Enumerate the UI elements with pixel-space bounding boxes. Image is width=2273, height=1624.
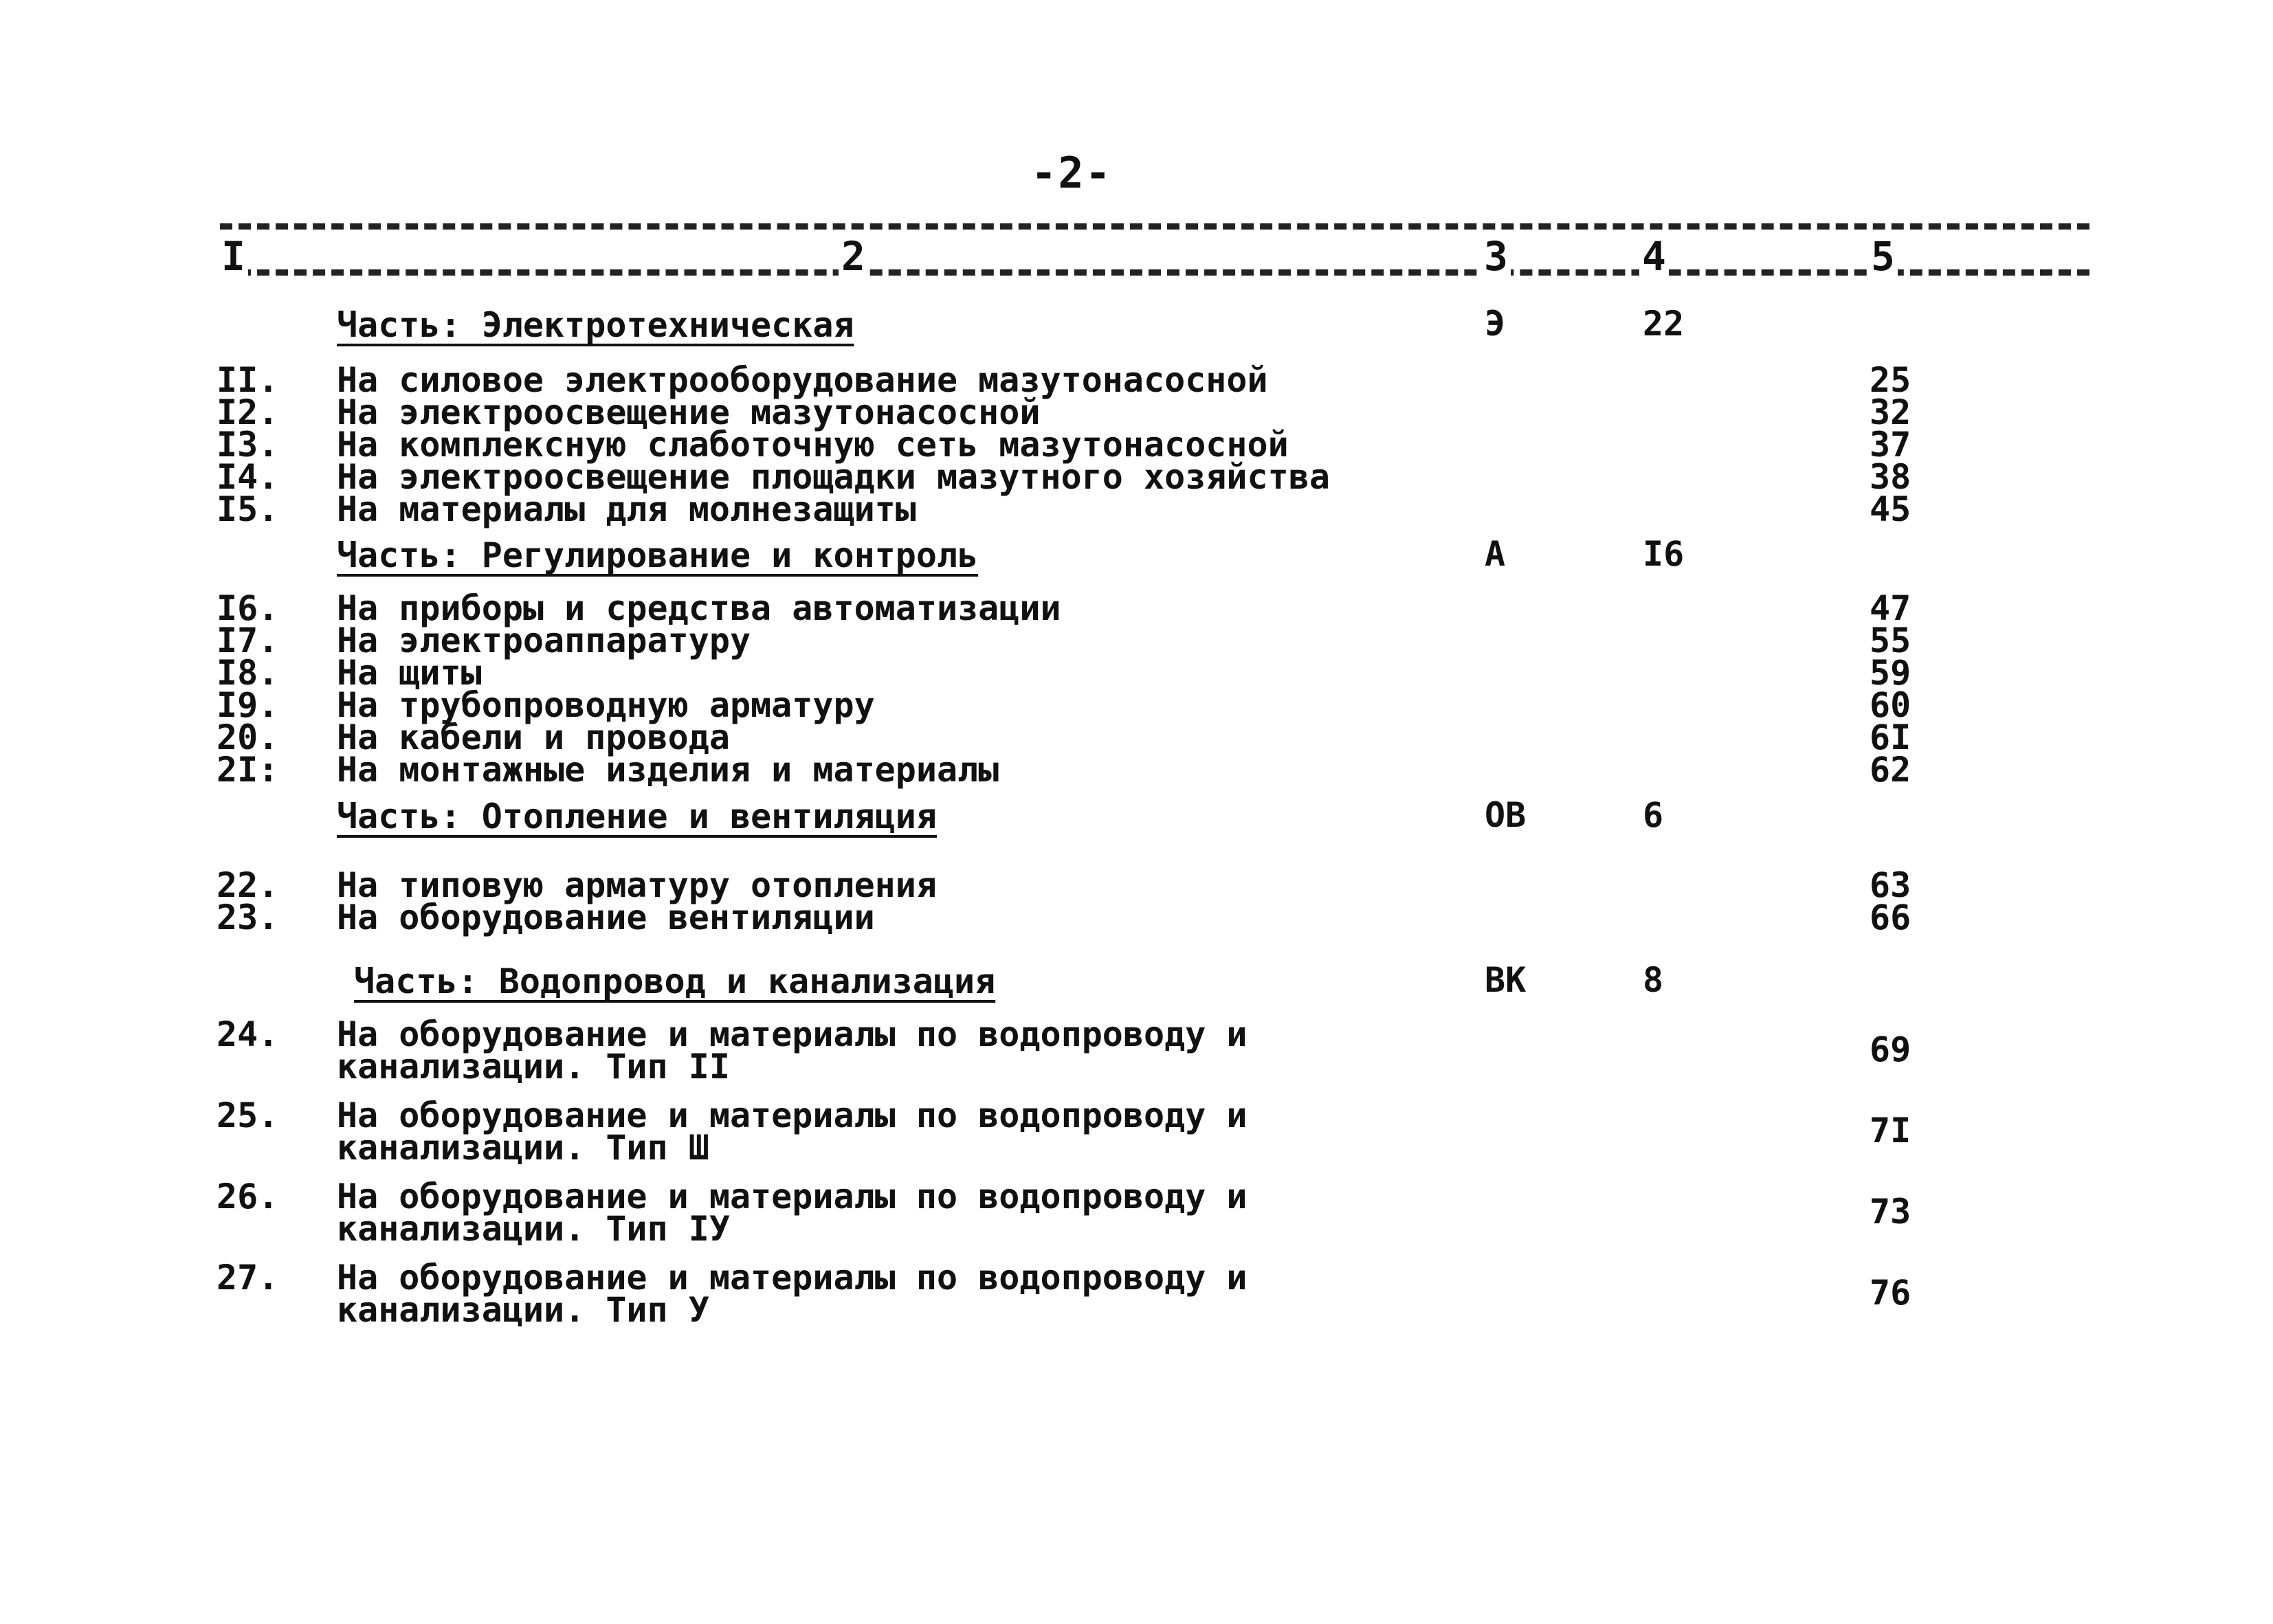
item-text: На электроаппаратуру — [337, 621, 751, 660]
section-title: Часть: Отопление и вентиляция — [337, 797, 937, 836]
item-page: 37 — [1870, 425, 1911, 465]
item-text: На типовую арматуру отопления — [337, 865, 937, 905]
section-title: Часть: Водопровод и канализация — [354, 961, 996, 1001]
item-number: 26. — [217, 1177, 279, 1216]
item-text: На кабели и провода — [337, 718, 730, 757]
column-header-3: 3 — [1481, 234, 1511, 279]
item-text: На силовое электрооборудование мазутонасосной — [337, 360, 1268, 400]
section-count: 8 — [1643, 960, 1664, 1000]
item-number: I4. — [217, 457, 279, 497]
item-text: На оборудование и материалы по водопроводу и канализации. Тип II — [337, 1014, 1248, 1087]
item-number: I2. — [217, 392, 279, 432]
item-text: На электроосвещение площадки мазутного хозяйства — [337, 457, 1330, 497]
item-text: На электроосвещение мазутонасосной — [337, 392, 1041, 432]
item-page: 47 — [1870, 588, 1911, 628]
item-number: 23. — [217, 898, 279, 937]
section-title: Часть: Регулирование и контроль — [337, 535, 979, 575]
item-page: 25 — [1870, 360, 1911, 400]
item-text: На оборудование и материалы по водопроводу и канализации. Тип Ш — [337, 1095, 1248, 1168]
item-page: 76 — [1870, 1273, 1911, 1313]
item-number: I5. — [217, 489, 279, 529]
section-count: 22 — [1643, 304, 1685, 344]
item-text: На комплексную слаботочную сеть мазутонасосной — [337, 425, 1289, 465]
item-page: 55 — [1870, 621, 1911, 660]
item-text: На трубопроводную арматуру — [337, 685, 875, 725]
item-page: 63 — [1870, 865, 1911, 905]
item-number: 24. — [217, 1014, 279, 1054]
section-count: 6 — [1643, 795, 1664, 835]
item-page: 66 — [1870, 898, 1911, 937]
item-text: На материалы для молнезащиты — [337, 489, 916, 529]
item-number: I9. — [217, 685, 279, 725]
item-page: 32 — [1870, 392, 1911, 432]
item-number: I8. — [217, 653, 279, 693]
item-text: На щиты — [337, 653, 482, 693]
item-page: 73 — [1870, 1192, 1911, 1232]
column-header-1: I — [219, 234, 248, 279]
top-dashed-rule — [220, 223, 2089, 230]
item-number: 25. — [217, 1095, 279, 1135]
item-number: I6. — [217, 588, 279, 628]
item-number: I7. — [217, 621, 279, 660]
item-page: 69 — [1870, 1030, 1911, 1069]
item-number: II. — [217, 360, 279, 400]
item-number: I3. — [217, 425, 279, 465]
section-code: ВК — [1485, 960, 1527, 1000]
column-header-2: 2 — [839, 234, 868, 279]
item-text: На оборудование и материалы по водопроводу и канализации. Тип IУ — [337, 1177, 1248, 1249]
section-code: А — [1485, 534, 1506, 574]
item-page: 59 — [1870, 653, 1911, 693]
item-page: 62 — [1870, 750, 1911, 790]
section-title: Часть: Электротехническая — [337, 305, 854, 345]
item-text: На оборудование и материалы по водопроводу и канализации. Тип У — [337, 1258, 1248, 1330]
column-header-5: 5 — [1868, 234, 1898, 279]
item-text: На оборудование вентиляции — [337, 898, 875, 937]
header-dashed-rule — [220, 269, 2089, 276]
item-text: На приборы и средства автоматизации — [337, 588, 1061, 628]
item-page: 60 — [1870, 685, 1911, 725]
section-code: ОВ — [1485, 795, 1527, 835]
section-code: Э — [1485, 304, 1506, 344]
item-number: 20. — [217, 718, 279, 757]
item-number: 22. — [217, 865, 279, 905]
column-header-4: 4 — [1639, 234, 1669, 279]
item-text: На монтажные изделия и материалы — [337, 750, 999, 790]
item-number: 2I: — [217, 750, 279, 790]
item-page: 7I — [1870, 1111, 1911, 1150]
item-page: 38 — [1870, 457, 1911, 497]
item-page: 45 — [1870, 489, 1911, 529]
item-page: 6I — [1870, 718, 1911, 757]
page-number: -2- — [1031, 148, 1112, 198]
item-number: 27. — [217, 1258, 279, 1298]
section-count: I6 — [1643, 534, 1685, 574]
